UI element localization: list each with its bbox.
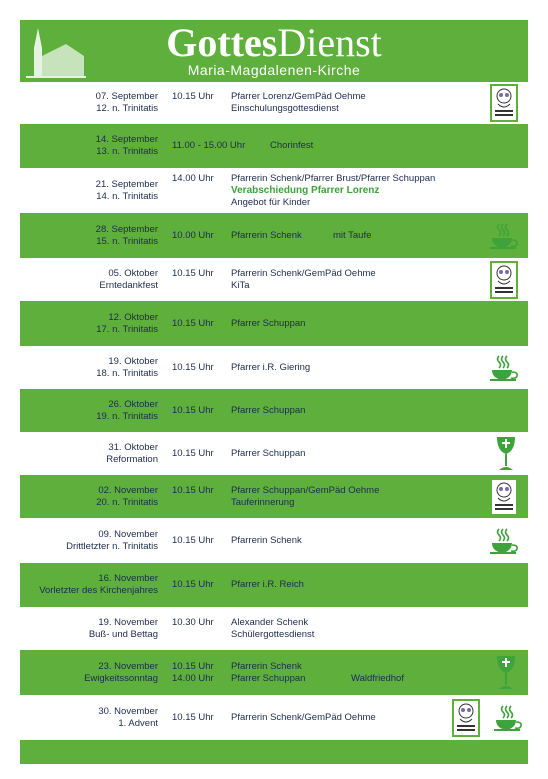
- sunday-text: 15. n. Trinitatis: [96, 236, 158, 247]
- service-time: [172, 230, 228, 242]
- sunday-text: Buß- und Bettag: [88, 629, 158, 640]
- title-bold: Gottes: [166, 20, 278, 65]
- sunday-text: 12. n. Trinitatis: [96, 103, 158, 114]
- sunday-text: 17. n. Trinitatis: [96, 324, 158, 335]
- sunday-text: 13. n. Trinitatis: [96, 146, 158, 157]
- service-date: [20, 91, 158, 115]
- detail-line: Pfarrer i.R. Reich: [231, 579, 304, 590]
- time-text: 14.00 Uhr: [172, 173, 214, 184]
- date-text: 16. November: [98, 573, 158, 584]
- service-row: [20, 518, 528, 564]
- logo-icon: [490, 84, 518, 122]
- service-note: Waldfriedhof: [351, 673, 404, 684]
- service-time: [172, 91, 228, 103]
- service-time: [172, 712, 228, 724]
- service-details: [231, 579, 304, 591]
- program-sheet: [20, 20, 528, 764]
- time-text: 10.15 Uhr: [172, 448, 214, 459]
- sunday-text: Reformation: [106, 454, 158, 465]
- date-text: 30. November: [98, 706, 158, 717]
- service-time: [172, 617, 228, 629]
- detail-line: Pfarrer Lorenz/GemPäd Oehme: [231, 91, 366, 102]
- service-date: [20, 485, 158, 509]
- service-row: [20, 432, 528, 476]
- service-time: [172, 318, 228, 330]
- service-details: [231, 535, 302, 547]
- time-text: 10.15 Uhr: [172, 362, 214, 373]
- date-text: 09. November: [98, 529, 158, 540]
- detail-line: Schülergottesdienst: [231, 629, 315, 640]
- detail-line: KiTa: [231, 280, 250, 291]
- time-text: 10.15 Uhr: [172, 268, 214, 279]
- date-text: 28. September: [95, 224, 158, 235]
- detail-line: Alexander Schenk: [231, 617, 309, 628]
- service-time: [172, 485, 228, 497]
- service-date: [20, 268, 158, 292]
- page-title: [20, 22, 528, 64]
- service-details: [231, 405, 305, 417]
- sunday-text: 19. n. Trinitatis: [96, 411, 158, 422]
- time-text: 10.30 Uhr: [172, 617, 214, 628]
- service-details: [231, 448, 305, 460]
- sunday-text: 20. n. Trinitatis: [96, 497, 158, 508]
- logo-icon: [490, 478, 518, 516]
- service-row: [20, 82, 528, 125]
- service-date: [20, 617, 158, 641]
- coffee-cup-icon: [494, 704, 524, 737]
- service-date: [20, 134, 158, 158]
- service-row: [20, 389, 528, 433]
- service-row: [20, 213, 528, 259]
- header-banner: [20, 20, 528, 82]
- date-text: 12. Oktober: [108, 312, 158, 323]
- service-details: [231, 268, 376, 292]
- service-row: [20, 650, 528, 696]
- service-details: [231, 617, 314, 641]
- sunday-text: 18. n. Trinitatis: [96, 368, 158, 379]
- service-row: [20, 258, 528, 302]
- detail-line: Pfarrerin Schenk: [231, 230, 302, 241]
- sunday-text: Ewigkeitssonntag: [84, 673, 158, 684]
- service-time: [172, 140, 272, 152]
- date-text: 23. November: [98, 661, 158, 672]
- service-details: [231, 173, 435, 209]
- coffee-cup-icon: [490, 527, 520, 560]
- time-text: 10.15 Uhr: [172, 661, 214, 672]
- farewell-highlight: Verabschiedung Pfarrer Lorenz: [231, 185, 380, 196]
- service-row: [20, 168, 528, 214]
- detail-line: Pfarrerin Schenk/Pfarrer Brust/Pfarrer Schuppan: [231, 173, 436, 184]
- service-time: [172, 362, 228, 374]
- service-row: [20, 475, 528, 519]
- service-note: mit Taufe: [333, 230, 372, 241]
- date-text: 14. September: [95, 134, 158, 145]
- detail-line: Pfarrerin Schenk: [231, 535, 302, 546]
- time-text: 14.00 Uhr: [172, 673, 214, 684]
- detail-line: Chorinfest: [270, 140, 314, 151]
- detail-line: Angebot für Kinder: [231, 197, 311, 208]
- service-time: [172, 661, 228, 685]
- service-time: [172, 448, 228, 460]
- sunday-text: 14. n. Trinitatis: [96, 191, 158, 202]
- service-date: [20, 312, 158, 336]
- service-row: [20, 124, 528, 169]
- service-date: [20, 356, 158, 380]
- service-details: [270, 140, 313, 152]
- detail-line: Pfarrerin Schenk: [231, 661, 302, 672]
- footer-bar: [20, 740, 528, 764]
- page-subtitle: Maria-Magdalenen-Kirche: [187, 62, 361, 78]
- service-row: [20, 346, 528, 390]
- title-light: Dienst: [277, 20, 382, 65]
- detail-line: Pfarrer Schuppan: [231, 405, 306, 416]
- logo-icon: [490, 261, 518, 299]
- service-row: [20, 301, 528, 347]
- time-text: 10.00 Uhr: [172, 230, 214, 241]
- service-details: [231, 318, 305, 330]
- time-text: 10.15 Uhr: [172, 712, 214, 723]
- service-date: [20, 442, 158, 466]
- service-date: [20, 224, 158, 248]
- service-time: [172, 579, 228, 591]
- detail-line: Tauferinnerung: [231, 497, 295, 508]
- date-text: 19. November: [98, 617, 158, 628]
- logo-icon: [452, 699, 480, 737]
- sunday-text: Drittletzter n. Trinitatis: [66, 541, 158, 552]
- service-time: [172, 173, 228, 185]
- service-details: [231, 230, 302, 242]
- time-text: 10.15 Uhr: [172, 318, 214, 329]
- detail-line: Pfarrerin Schenk/GemPäd Oehme: [231, 268, 376, 279]
- date-text: 26. Oktober: [108, 399, 158, 410]
- time-text: 10.15 Uhr: [172, 91, 214, 102]
- date-text: 07. September: [95, 91, 158, 102]
- detail-line: Pfarrer Schuppan/GemPäd Oehme: [231, 485, 380, 496]
- detail-line: Einschulungsgottesdienst: [231, 103, 339, 114]
- date-text: 02. November: [98, 485, 158, 496]
- service-details: [231, 91, 366, 115]
- time-text: 10.15 Uhr: [172, 579, 214, 590]
- service-row: [20, 563, 528, 608]
- service-details: [231, 362, 310, 374]
- time-text: 10.15 Uhr: [172, 485, 214, 496]
- service-date: [20, 399, 158, 423]
- chalice-icon: [496, 655, 516, 696]
- sunday-text: Vorletzter des Kirchenjahres: [39, 585, 158, 596]
- service-date: [20, 661, 158, 685]
- date-text: 31. Oktober: [108, 442, 158, 453]
- service-date: [20, 179, 158, 203]
- time-text: 10.15 Uhr: [172, 535, 214, 546]
- service-time: [172, 535, 228, 547]
- date-text: 05. Oktober: [108, 268, 158, 279]
- service-date: [20, 529, 158, 553]
- coffee-cup-icon: [490, 354, 520, 387]
- date-text: 19. Oktober: [108, 356, 158, 367]
- service-details: [231, 485, 379, 509]
- service-date: [20, 573, 158, 597]
- detail-line: Pfarrer i.R. Giering: [231, 362, 311, 373]
- time-text: 11.00 - 15.00 Uhr: [172, 140, 246, 151]
- service-time: [172, 405, 228, 417]
- service-row: [20, 607, 528, 651]
- sunday-text: 1. Advent: [118, 718, 158, 729]
- service-date: [20, 706, 158, 730]
- time-text: 10.15 Uhr: [172, 405, 214, 416]
- detail-line: Pfarrer Schuppan: [231, 448, 306, 459]
- chalice-icon: [496, 436, 516, 477]
- service-time: [172, 268, 228, 280]
- sunday-text: Erntedankfest: [99, 280, 158, 291]
- detail-line: Pfarrer Schuppan: [231, 318, 306, 329]
- service-row: [20, 695, 528, 741]
- coffee-cup-icon: [490, 222, 520, 255]
- service-details: [231, 712, 376, 724]
- service-details: [231, 661, 305, 685]
- detail-line: Pfarrerin Schenk/GemPäd Oehme: [231, 712, 376, 723]
- date-text: 21. September: [95, 179, 158, 190]
- detail-line: Pfarrer Schuppan: [231, 673, 306, 684]
